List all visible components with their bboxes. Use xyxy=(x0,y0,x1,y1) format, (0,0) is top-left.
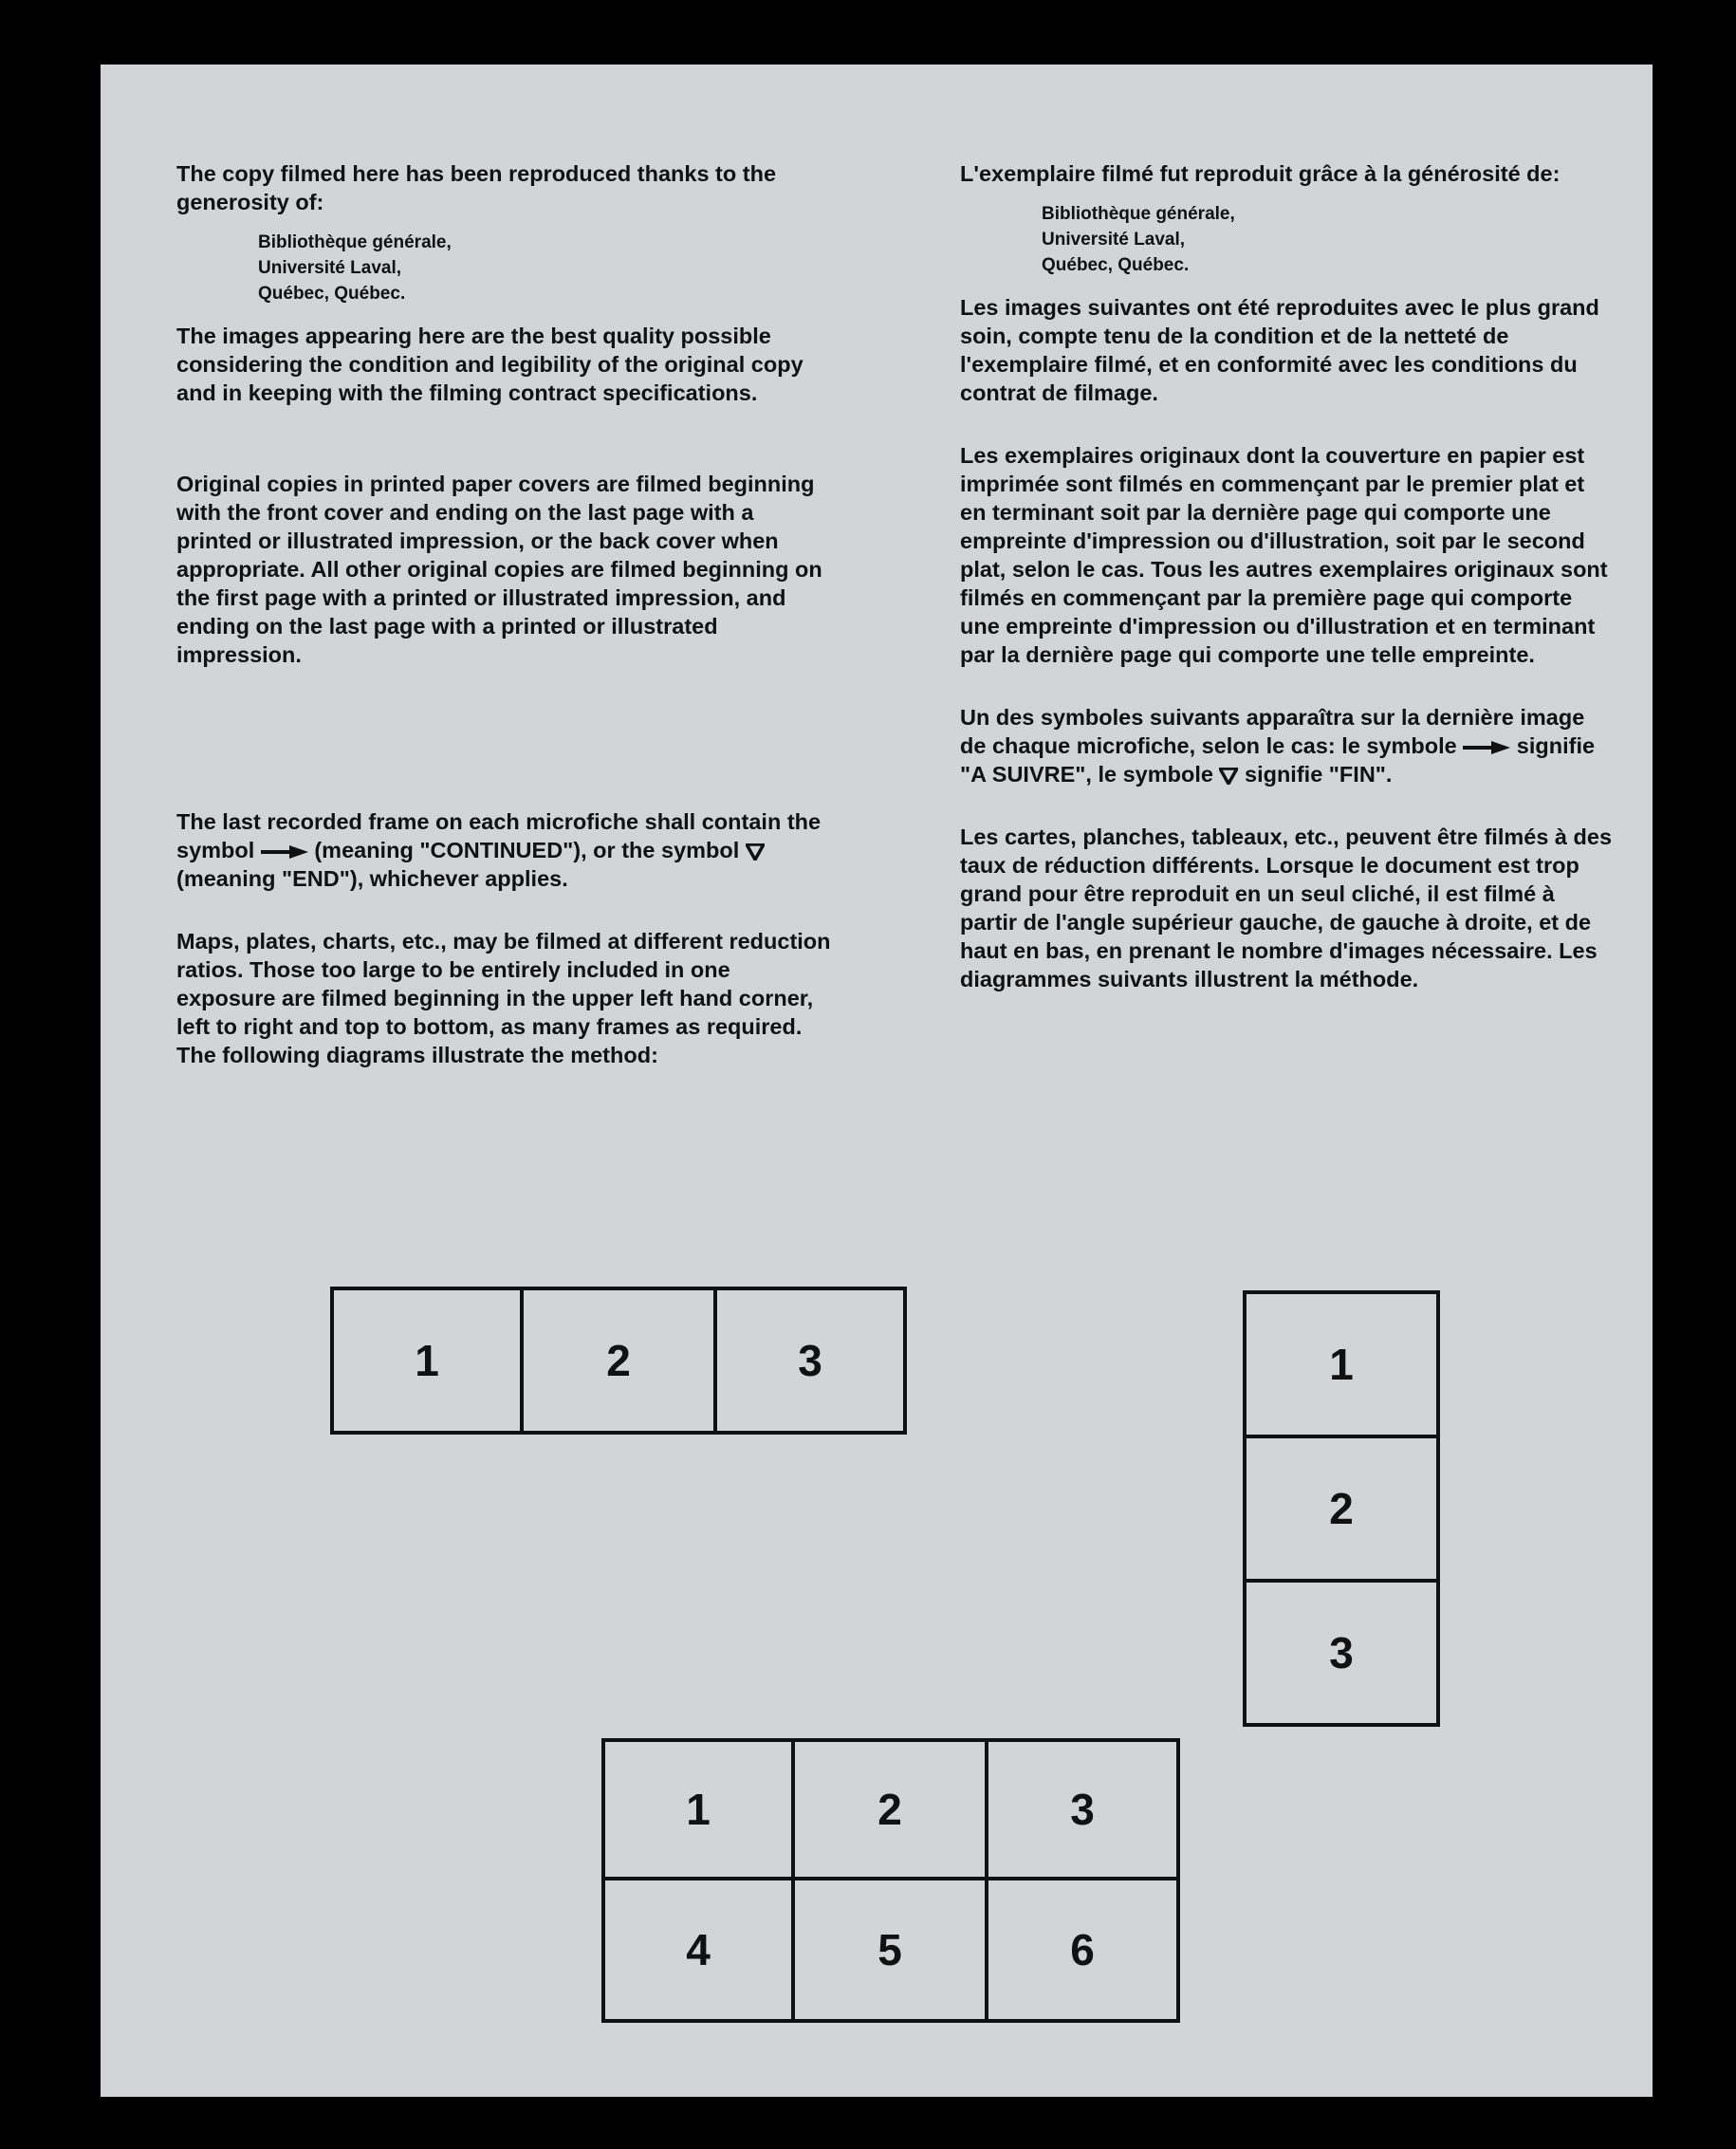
end-triangle-icon xyxy=(746,843,765,861)
filming-notice-page xyxy=(101,65,1653,2097)
french-column xyxy=(960,159,1615,993)
symbols-paragraph-en xyxy=(176,807,831,893)
symbols-text-3-en: (meaning "END"), whichever applies. xyxy=(176,866,568,891)
library-line-3-fr: Québec, Québec. xyxy=(1042,255,1190,275)
quality-paragraph-en: The images appearing here are the best quality possible considering the condition and legibility of the original copy and in keeping with the filming contract specifications. xyxy=(176,324,803,405)
credit-intro-en: The copy filmed here has been reproduced thanks to the generosity of: xyxy=(176,161,777,214)
maps-paragraph-fr: Les cartes, planches, tableaux, etc., peuvent être filmés à des taux de réduction différents. Lorsque le document est trop grand pour être reproduit en un seul cliché, il est filmé à partir de l'angle supérieur gauche, de gauche à droite, et de haut en bas, en prenant le nombre d'images nécessaire. Les diagrammes suivants illustrent la méthode. xyxy=(960,824,1613,991)
column-frame-2: 2 xyxy=(1243,1435,1440,1583)
grid-frame-4: 4 xyxy=(601,1877,795,2023)
symbols-text-2-fr: signifie "A SUIVRE", le symbole xyxy=(960,733,1596,787)
symbols-text-3-fr: signifie "FIN". xyxy=(1245,762,1393,787)
symbols-text-1-fr: Un des symboles suivants apparaîtra sur la dernière image de chaque microfiche, selon le cas: le symbole xyxy=(960,705,1585,758)
library-line-2-fr: Université Laval, xyxy=(1042,230,1186,250)
symbols-paragraph-fr xyxy=(960,703,1615,788)
original-copies-paragraph-en: Original copies in printed paper covers are filmed beginning with the front cover and ending on the last page with a printed or illustrated impression, or the back cover when appropriate. All other original copies are filmed beginning on the first page with a printed or illustrated impression, and ending on the last page with a printed or illustrated impression. xyxy=(176,472,822,667)
grid-frame-2: 2 xyxy=(791,1738,988,1880)
a-suivre-arrow-icon xyxy=(1463,740,1510,755)
column-frame-3: 3 xyxy=(1243,1579,1440,1727)
symbols-text-2-en: (meaning "CONTINUED"), or the symbol xyxy=(314,838,746,862)
library-line-3-en: Québec, Québec. xyxy=(258,284,406,304)
maps-paragraph-en: Maps, plates, charts, etc., may be filmed at different reduction ratios. Those too large to be entirely included in one exposure are filmed beginning in the upper left hand corner, left to right and top to bottom, as many frames as required. The following diagrams illustrate the method: xyxy=(176,929,831,1067)
grid-frame-3: 3 xyxy=(985,1738,1180,1880)
row-frame-2: 2 xyxy=(520,1287,717,1435)
symbols-text-1-en: The last recorded frame on each microfiche shall contain the symbol xyxy=(176,809,822,862)
row-frame-1: 1 xyxy=(330,1287,524,1435)
column-frame-1: 1 xyxy=(1243,1290,1440,1438)
english-column xyxy=(176,159,831,1069)
quality-paragraph-fr: Les images suivantes ont été reproduites avec le plus grand soin, compte tenu de la condition et de la netteté de l'exemplaire filmé, et en conformité avec les conditions du contrat de filmage. xyxy=(960,295,1599,405)
grid-frame-5: 5 xyxy=(791,1877,988,2023)
original-copies-paragraph-fr: Les exemplaires originaux dont la couverture en papier est imprimée sont filmés en commençant par le premier plat et en terminant soit par la dernière page qui comporte une empreinte d'impression ou d'illustration, soit par le second plat, selon le cas. Tous les autres exemplaires originaux sont filmés en commençant par la première page qui comporte une empreinte d'impression ou d'illustration et en terminant par la dernière page qui comporte une telle empreinte. xyxy=(960,443,1608,667)
library-line-2-en: Université Laval, xyxy=(258,258,402,278)
credit-intro-fr: L'exemplaire filmé fut reproduit grâce à la générosité de: xyxy=(960,161,1561,186)
library-line-1-fr: Bibliothèque générale, xyxy=(1042,204,1235,224)
fin-triangle-icon xyxy=(1219,768,1238,785)
row-frame-3: 3 xyxy=(713,1287,907,1435)
library-line-1-en: Bibliothèque générale, xyxy=(258,232,452,252)
grid-frame-6: 6 xyxy=(985,1877,1180,2023)
continued-arrow-icon xyxy=(261,844,308,860)
grid-frame-1: 1 xyxy=(601,1738,795,1880)
